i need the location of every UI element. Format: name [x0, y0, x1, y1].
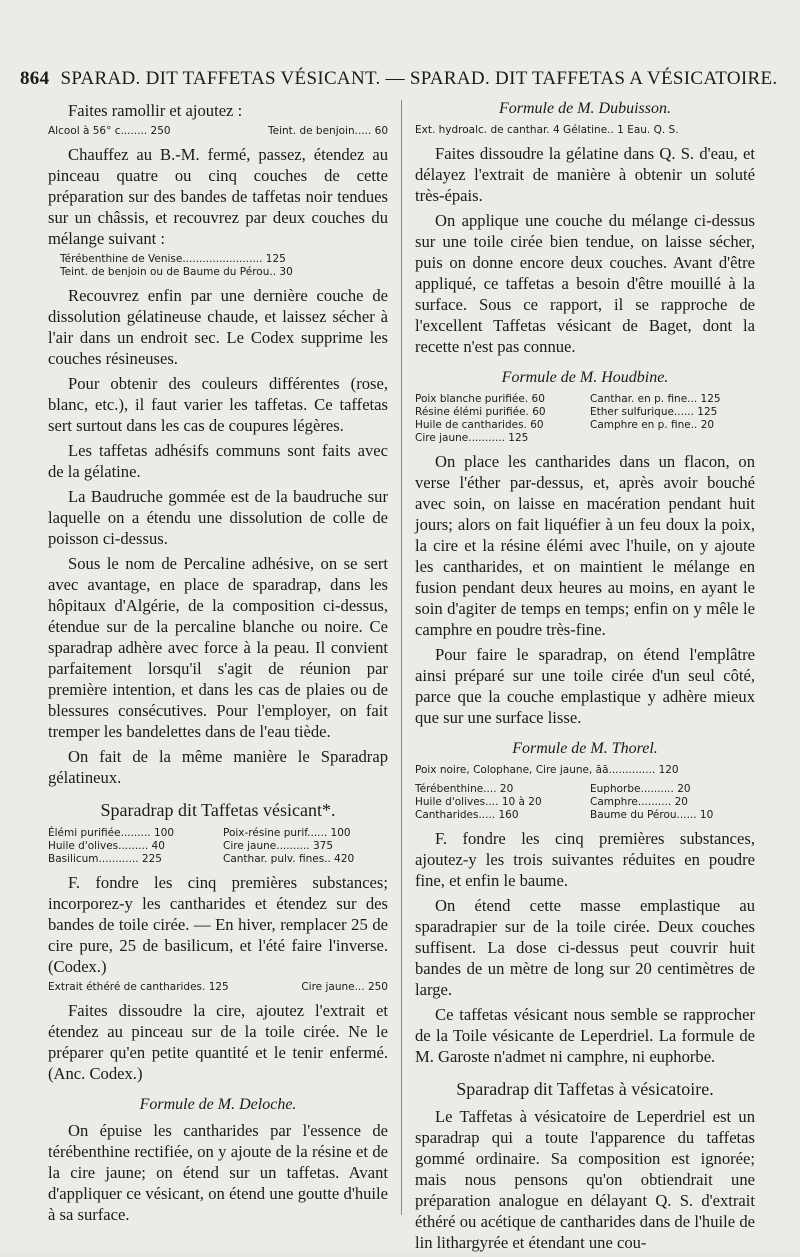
formula-block [48, 253, 388, 279]
formula-item: Huile d'olives.... 10 à 20 [415, 796, 542, 808]
paragraph: Ce taffetas vésicant nous semble se rapprocher de la Toile vésicante de Leperdriel. La formule de M. Garoste n'admet ni camphre, ni euphorbe. [415, 1005, 755, 1066]
formula-line: Poix noire, Colophane, Cire jaune, āā.............. 120 [415, 764, 679, 776]
formula-item: Huile de cantharides. 60 [415, 419, 544, 431]
paragraph: Les taffetas adhésifs communs sont faits avec de la gélatine. [48, 441, 388, 481]
formula-item: Huile d'olives......... 40 [48, 840, 165, 852]
formula-line [48, 125, 388, 138]
header-title: SPARAD. DIT TAFFETAS VÉSICANT. — SPARAD. DIT TAFFETAS A VÉSICATOIRE. [60, 68, 778, 89]
paragraph: On applique une couche du mélange ci-dessus sur une toile cirée bien tendue, on laisse sécher, puis on donne encore deux couches. Avant d'être appliqué, ce taffetas a besoin d'être mouillé à la surface. Sous ce rapport, il se rapproche de l'excellent Taffetas vésicant de Baget, dont la recette n'est pas connue. [415, 211, 755, 356]
paragraph: On fait de la même manière le Sparadrap gélatineux. [48, 747, 388, 787]
paragraph: On étend cette masse emplastique au sparadrapier sur de la toile cirée. Deux couches suffisent. La dose ci-dessus peut couvrir huit bandes de un mètre de long sur 20 centimètres de large. [415, 896, 755, 999]
formula-item: Alcool à 56° c........ 250 [48, 125, 171, 137]
formula-item: Poix blanche purifiée. 60 [415, 393, 545, 405]
formula-item: Cantharides..... 160 [415, 809, 519, 821]
formula-title: Formule de M. Dubuisson. [499, 100, 671, 117]
paragraph: Le Taffetas à vésicatoire de Leperdriel est un sparadrap qui a toute l'apparence du taffetas gommé ordinaire. Sa composition est ignorée; mais nous pensons qu'on obtiendrait une préparation analogue en délayant Q. S. d'extrait éthéré ou acétique de cantharides dans de l'huile de lin lithargyrée et étendant une cou- [415, 1107, 755, 1252]
paragraph: Recouvrez enfin par une dernière couche de dissolution gélatineuse chaude, et laissez sécher à l'air dans un endroit sec. Le Codex supprime les couches résineuses. [48, 286, 388, 368]
formula-item: Térébenthine de Venise........................ 125 [60, 253, 286, 265]
formula-table [415, 783, 755, 822]
paragraph: Faites dissoudre la gélatine dans Q. S. d'eau, et délayez l'extrait de manière à obtenir un soluté très-épais. [415, 144, 755, 205]
formula-item: Camphre en p. fine.. 20 [590, 419, 715, 431]
paragraph: F. fondre les cinq premières substances; incorporez-y les cantharides et étendez sur des bandes de toile cirée. — En hiver, remplacer 25 de cire pure, 25 de basilicum, et l'été faire l'inverse. (Codex.) [48, 873, 388, 976]
formula-item: Canthar. en p. fine... 125 [590, 393, 721, 405]
paragraph: F. fondre les cinq premières substances, ajoutez-y les trois suivantes réduites en poudre fine, et enfin le baume. [415, 829, 755, 890]
formula-line: Ext. hydroalc. de canthar. 4 Gélatine.. 1 Eau. Q. S. [415, 124, 679, 136]
section-heading: Sparadrap dit Taffetas à vésicatoire. [456, 1079, 714, 1099]
left-column [48, 100, 388, 1229]
section-heading: Sparadrap dit Taffetas vésicant*. [100, 800, 336, 820]
paragraph: Faites ramollir et ajoutez : [68, 101, 243, 120]
formula-item: Basilicum............ 225 [48, 853, 162, 865]
column-divider [401, 100, 402, 1215]
formula-item: Cire jaune... 250 [301, 981, 388, 993]
formula-item: Euphorbe.......... 20 [590, 783, 691, 795]
running-header [20, 68, 780, 90]
right-column [415, 100, 755, 1257]
paragraph: Pour faire le sparadrap, on étend l'emplâtre ainsi préparé sur une toile cirée d'un seul côté, parce que la couche emplastique y adhère mieux que sur une surface lisse. [415, 645, 755, 727]
formula-title: Formule de M. Thorel. [512, 740, 658, 757]
formula-item [590, 432, 755, 445]
formula-table [415, 393, 755, 445]
formula-item: Baume du Pérou...... 10 [590, 809, 714, 821]
formula-item: Cire jaune.......... 375 [223, 840, 334, 852]
formula-title: Formule de M. Deloche. [139, 1096, 297, 1113]
paragraph: On épuise les cantharides par l'essence de térébenthine rectifiée, on y ajoute de la résine et de la cire jaune; on étend sur un taffetas. Avant d'appliquer ce vésicant, on étend une goutte d'huile à sa surface. [48, 1121, 388, 1224]
formula-item: Teint. de benjoin ou de Baume du Pérou.. 30 [60, 266, 293, 278]
page-number: 864 [20, 68, 50, 89]
paragraph: On place les cantharides dans un flacon, on verse l'éther par-dessus, et, après avoir bouché avec soin, on laisse en macération pendant huit jours; alors on fait liquéfier à un feu doux la poix, la cire et la résine élémi avec l'huile, on y ajoute les cantharides, et on maintient le mélange en fusion pendant deux heures au moins, en ayant le soin d'agiter de temps en temps; enfin on y mêle le camphre en poudre très-fine. [415, 452, 755, 639]
formula-item: Canthar. pulv. fines.. 420 [223, 853, 355, 865]
paragraph: Pour obtenir des couleurs différentes (rose, blanc, etc.), il faut varier les taffetas. Ce taffetas sert surtout dans les cas de coupures légères. [48, 374, 388, 435]
paragraph: Sous le nom de Percaline adhésive, on se sert avec avantage, en place de sparadrap, dans les hôpitaux d'Algérie, de la composition ci-dessus, étendue sur de la percaline blanche ou noire. Ce sparadrap adhère avec force à la peau. Il convient parfaitement lorsqu'il s'agit de réunion par première intention, et dans les cas de plaies ou de blessures consécutives. Pour l'employer, on fait tremper les bandelettes dans de l'eau tiède. [48, 554, 388, 741]
formula-item: Poix-résine purif...... 100 [223, 827, 351, 839]
formula-item: Térébenthine.... 20 [415, 783, 514, 795]
formula-item: Camphre.......... 20 [590, 796, 688, 808]
paragraph: La Baudruche gommée est de la baudruche sur laquelle on a étendu une dissolution de colle de poisson ci-dessus. [48, 487, 388, 548]
formula-table [48, 827, 388, 866]
paragraph: Chauffez au B.-M. fermé, passez, étendez au pinceau quatre ou cinq couches de cette préparation sur des bandes de taffetas noir tendues sur un châssis, et recouvrez par deux couches du mélange suivant : [48, 145, 388, 248]
formula-item: Teint. de benjoin..... 60 [268, 125, 388, 137]
formula-item: Résine élémi purifiée. 60 [415, 406, 546, 418]
formula-item: Extrait éthéré de cantharides. 125 [48, 981, 229, 993]
paragraph: Faites dissoudre la cire, ajoutez l'extrait et étendez au pinceau sur de la toile cirée. Ne le préparer qu'en petite quantité et le tenir enfermé. (Anc. Codex.) [48, 1001, 388, 1083]
formula-item: Cire jaune........... 125 [415, 432, 529, 444]
formula-title: Formule de M. Houdbine. [501, 369, 669, 386]
formula-item: Élémi purifiée......... 100 [48, 827, 174, 839]
formula-item: Ether sulfurique...... 125 [590, 406, 718, 418]
formula-line [48, 981, 388, 994]
